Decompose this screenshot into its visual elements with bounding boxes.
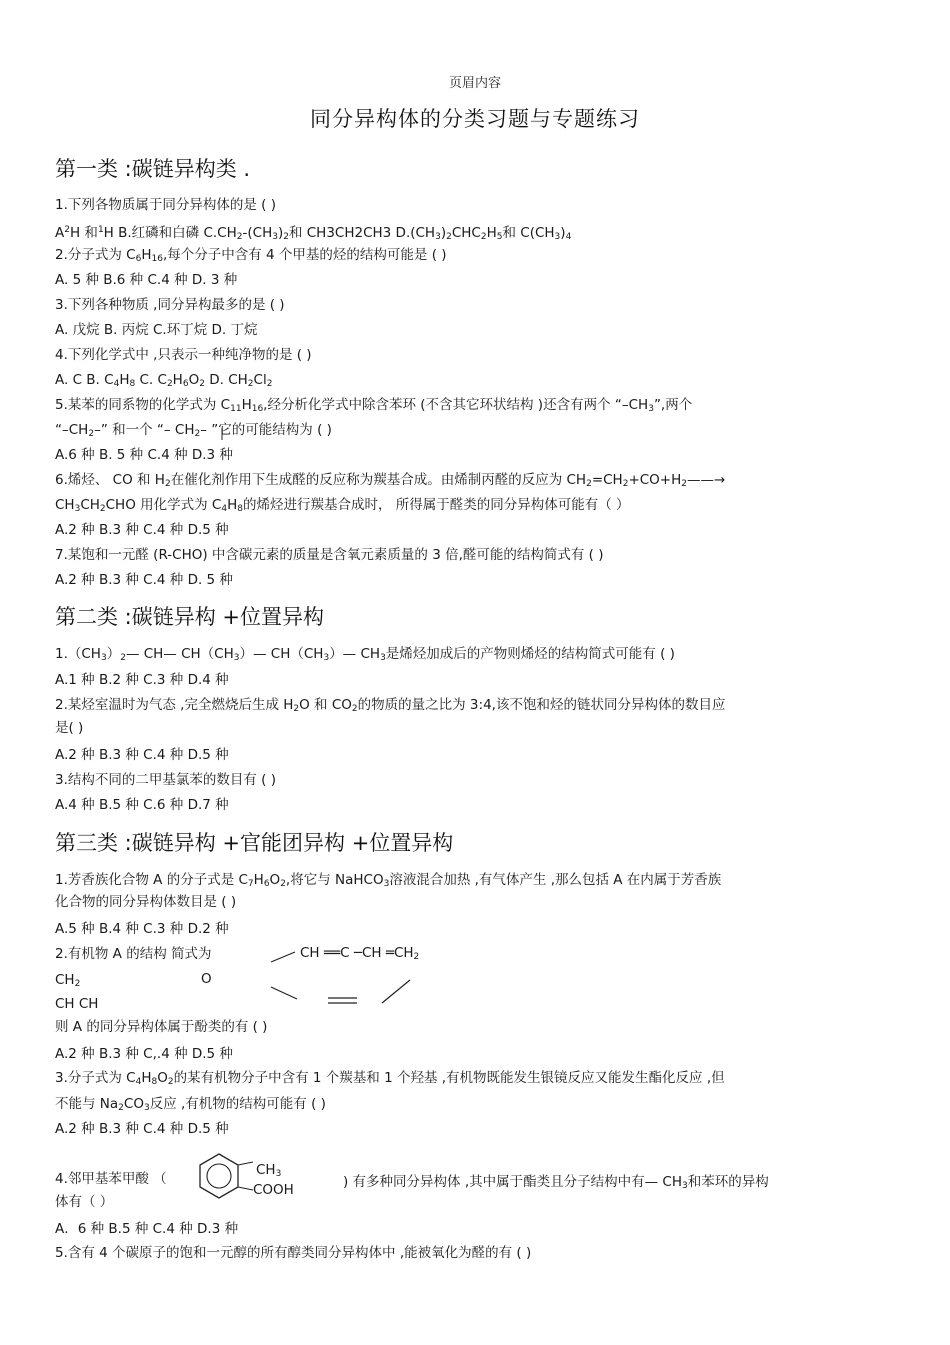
s1-question-6-line-2: $CH_3CH_2CHO$ 用化学式为 $C_4H_8$的烯烃进行羰基合成时， 所得属于醛类的同分异构体可能有（ ） — [55, 497, 630, 514]
s3-question-4-options: A．6 种 B.5 种 C.4 种 D.3 种 — [55, 1221, 239, 1237]
s1-question-6-options: A.2 种 B.3 种 C.4 种 D.5 种 — [55, 522, 229, 538]
structure-oxygen: O — [201, 971, 212, 987]
s3-question-4: 4.邻甲基苯甲酸 （ — [55, 1171, 167, 1187]
structure-right-chain: CH ══C ─CH $═CH_2$ — [300, 945, 420, 962]
s1-question-1-options: $A^2H$ 和$^1$H B.红磷和白磷 $C.CH_2-(CH_3)_2$和 CH3CH2CH3 $D.(CH_3)_2CHC_2H_5$和 $C(CH_3)_4$ — [55, 225, 572, 242]
s3-question-1-line-2: 化合物的同分异构体数目是 ( ) — [55, 894, 237, 910]
branch-bond-line — [218, 428, 228, 442]
methyl-group-label: $CH_3$ — [256, 1162, 282, 1179]
s1-question-3-options: A. 戊烷 B. 丙烷 C.环丁烷 D. 丁烷 — [55, 322, 258, 338]
s1-question-3: 3.下列各种物质 ,同分异构最多的是 ( ) — [55, 297, 285, 313]
page-header: 页眉内容 — [448, 76, 501, 91]
s1-question-6: 6.烯烃、 CO 和 $H_2$在催化剂作用下生成醛的反应称为羰基合成。由烯制丙醛的反应为 $CH_2=CH_2+CO+H_2——\to$ — [55, 472, 726, 489]
structure-ch-ch: CH CH — [55, 996, 99, 1012]
s3-question-1: 1.芳香族化合物 A 的分子式是 $C_7H_6O_2$,将它与 NaHCO$_3$溶液混合加热 ,有气体产生 ,那么包括 A 在内属于芳香族 — [55, 872, 722, 889]
s3-question-5: 5.含有 4 个碳原子的饱和一元醇的所有醇类同分异构体中 ,能被氧化为醛的有 ( ) — [55, 1245, 532, 1261]
s3-question-2: 2.有机物 A 的结构 简式为 — [55, 946, 212, 962]
s1-question-5-options: A.6 种 B. 5 种 C.4 种 D.3 种 — [55, 447, 233, 463]
s2-question-2-line-2: 是( ) — [55, 720, 84, 736]
s1-question-4-options: A. C B. $C_4H_8$ C. $C_2H_6O_2$ D. $CH_2Cl_2$ — [55, 372, 273, 389]
s1-question-2-options: A. 5 种 B.6 种 C.4 种 D. 3 种 — [55, 272, 238, 288]
s1-question-5: 5.某苯的同系物的化学式为 $C_{11}H_{16}$,经分析化学式中除含苯环 (不含其它环状结构 )还含有两个 “$-CH_3$”,两个 — [55, 397, 693, 414]
s3-question-4-line-2: 体有（ ） — [55, 1194, 114, 1210]
s3-question-4-rest: ) 有多种同分异构体 ,其中属于酯类且分子结构中有— $CH_3$和苯环的异构 — [343, 1174, 769, 1191]
s3-question-3-options: A.2 种 B.3 种 C.4 种 D.5 种 — [55, 1121, 229, 1137]
s3-question-2-options: A.2 种 B.3 种 C,.4 种 D.5 种 — [55, 1046, 233, 1062]
s1-question-7-options: A.2 种 B.3 种 C.4 种 D. 5 种 — [55, 572, 233, 588]
s2-question-2-options: A.2 种 B.3 种 C.4 种 D.5 种 — [55, 747, 229, 763]
carboxyl-group-label: COOH — [253, 1182, 294, 1198]
s2-question-1-options: A.1 种 B.2 种 C.3 种 D.4 种 — [55, 672, 229, 688]
section-1-heading: 第一类 :碳链异构类 . — [55, 157, 251, 181]
s1-question-1: 1.下列各物质属于同分异构体的是 ( ) — [55, 197, 276, 213]
section-3-heading: 第三类 :碳链异构 +官能团异构 +位置异构 — [55, 831, 454, 855]
s3-question-2-line-2: 则 A 的同分异构体属于酚类的有 ( ) — [55, 1019, 268, 1035]
s2-question-3: 3.结构不同的二甲基氯苯的数目有 ( ) — [55, 772, 276, 788]
structure-ch2: $CH_2$ — [55, 972, 81, 989]
ring-structure-bonds — [265, 945, 425, 1010]
section-2-heading: 第二类 :碳链异构 +位置异构 — [55, 605, 325, 629]
s1-question-4: 4.下列化学式中 ,只表示一种纯净物的是 ( ) — [55, 347, 312, 363]
benzene-ring-icon — [195, 1152, 243, 1200]
s2-question-2: 2.某烃室温时为气态 ,完全燃烧后生成 $H_2O$ 和 $CO_2$的物质的量之比为 3:4,该不饱和烃的链状同分异构体的数目应 — [55, 697, 726, 714]
s3-question-3: 3.分子式为 $C_4H_8O_2$的某有机物分子中含有 1 个羰基和 1 个羟基 ,有机物既能发生银镜反应又能发生酯化反应 ,但 — [55, 1070, 725, 1087]
s1-question-5-line-2: “$-CH_2-$” 和一个 “– $CH_2-$ ”它的可能结构为 ( ) — [55, 422, 332, 439]
s3-question-3-line-2: 不能与 $Na_2CO_3$反应 ,有机物的结构可能有 ( ) — [55, 1096, 326, 1113]
s2-question-1: $1.(CH_3)_2—$ CH— $CH(CH_3)—$ $CH(CH_3)—$ $CH_3$是烯烃加成后的产物则烯烃的结构简式可能有 ( ) — [55, 646, 675, 663]
s1-question-2: 2.分子式为 $C_6H_{16}$,每个分子中含有 4 个甲基的烃的结构可能是 ( ) — [55, 247, 447, 264]
s1-question-7: 7.某饱和一元醛 (R-CHO) 中含碳元素的质量是含氧元素质量的 3 倍,醛可能的结构简式有 ( ) — [55, 547, 604, 563]
s2-question-3-options: A.4 种 B.5 种 C.6 种 D.7 种 — [55, 797, 229, 813]
page-title: 同分异构体的分类习题与专题练习 — [310, 107, 640, 131]
s3-question-1-options: A.5 种 B.4 种 C.3 种 D.2 种 — [55, 921, 229, 937]
